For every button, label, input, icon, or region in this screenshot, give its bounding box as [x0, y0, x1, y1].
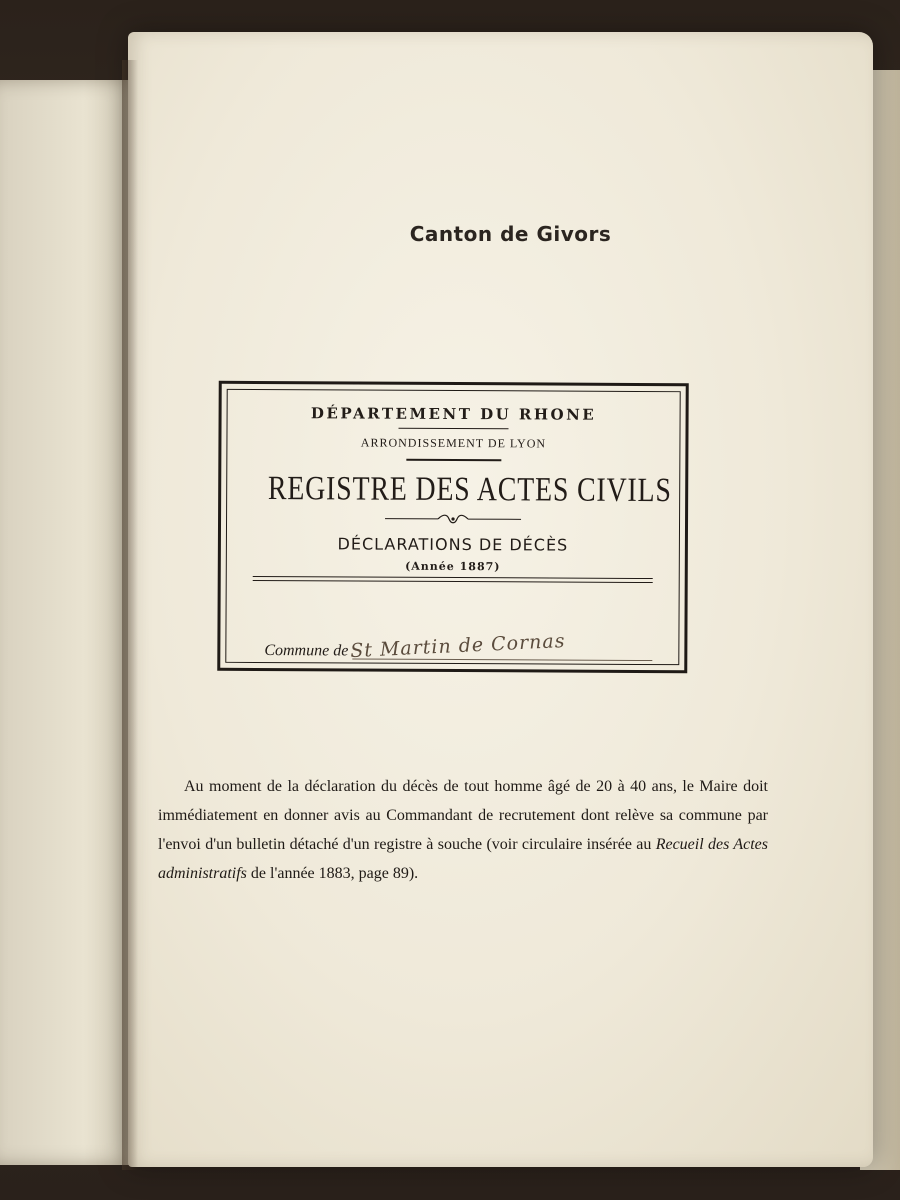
- register-label: [217, 381, 689, 673]
- publication-title: Recueil des Actes administratifs: [158, 836, 768, 882]
- double-rule: [253, 576, 653, 583]
- document-page: [128, 32, 873, 1167]
- note-text-end: de l'année 1883, page 89).: [246, 865, 419, 882]
- instruction-paragraph: [158, 772, 768, 888]
- divider-rule: [406, 459, 501, 461]
- divider-rule: [399, 428, 509, 430]
- declarations-subtitle: DÉCLARATIONS DE DÉCÈS: [337, 534, 569, 555]
- ornament-icon: [383, 513, 523, 526]
- book-gutter: [122, 60, 138, 1170]
- commune-handwritten: St Martin de Cornas: [349, 629, 566, 663]
- register-label-inner: [225, 389, 680, 665]
- year-label: (Année 1887): [405, 559, 501, 574]
- canton-heading: Canton de Givors: [409, 222, 612, 246]
- arrondissement-title: ARRONDISSEMENT DE LYON: [360, 435, 547, 451]
- left-page: [0, 80, 140, 1165]
- note-text-start: Au moment de la déclaration du décès de tout homme âgé de 20 à 40 ans, le Maire doit immédiatement en donner avis au Commandant de recrutement dont relève sa commune par l'envoi d'un bulletin détaché d'un registre à souche (voir circulaire insérée au: [158, 778, 768, 853]
- commune-label: Commune de: [264, 642, 349, 660]
- department-title: DÉPARTEMENT DU RHONE: [310, 404, 597, 424]
- register-title: REGISTRE DES ACTES CIVILS: [267, 470, 672, 510]
